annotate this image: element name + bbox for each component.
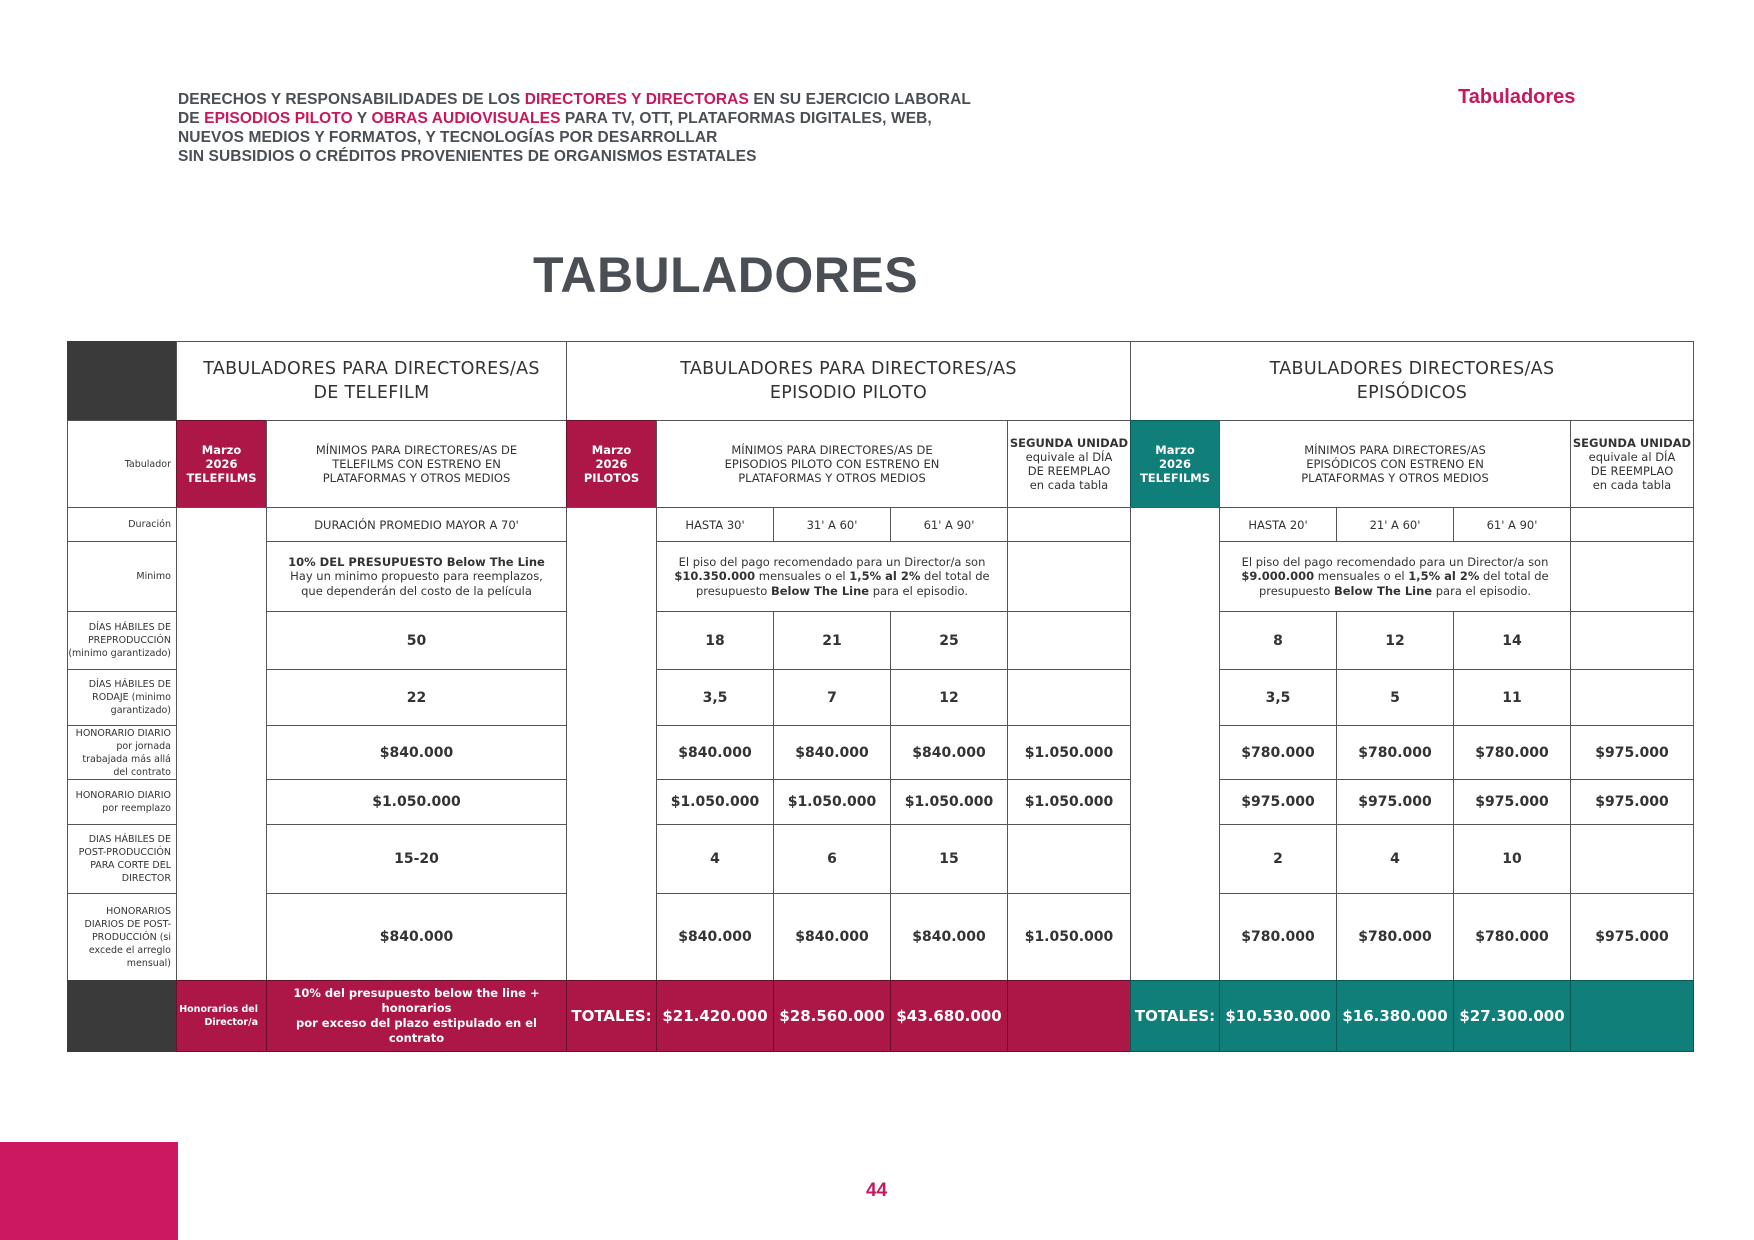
value-piloto: $1.050.000 <box>656 779 774 825</box>
duration-piloto: 61' A 90' <box>890 507 1008 542</box>
intro-line <box>178 90 971 109</box>
tag-piloto: Marzo 2026 PILOTOS <box>566 420 657 508</box>
value-piloto: 6 <box>773 824 891 894</box>
value-episodicos: $975.000 <box>1570 725 1694 780</box>
value-telefilm: $840.000 <box>266 725 567 780</box>
value-piloto: 3,5 <box>656 669 774 726</box>
page-number: 44 <box>866 1180 888 1201</box>
total-piloto: $28.560.000 <box>773 980 891 1052</box>
value-piloto: $1.050.000 <box>773 779 891 825</box>
tag-column-piloto <box>566 507 657 981</box>
row-label-duracion: Duración <box>67 507 177 542</box>
value-telefilm: 50 <box>266 611 567 670</box>
value-episodicos: $975.000 <box>1219 779 1337 825</box>
value-episodicos: $780.000 <box>1453 725 1571 780</box>
row-label-preprod: DÍAS HÁBILES DE PREPRODUCCIÓN (minimo garantizado) <box>67 611 177 670</box>
corner-block <box>67 341 177 421</box>
intro-text: Y <box>352 110 372 127</box>
duration-episodicos: 61' A 90' <box>1453 507 1571 542</box>
intro-text: DE <box>178 110 205 127</box>
duration-episodicos-segunda <box>1570 507 1694 542</box>
value-episodicos: 3,5 <box>1219 669 1337 726</box>
value-episodicos: 12 <box>1336 611 1454 670</box>
value-episodicos: $780.000 <box>1219 725 1337 780</box>
total-episodicos: $27.300.000 <box>1453 980 1571 1052</box>
totals-label-piloto: TOTALES: <box>566 980 657 1052</box>
decorative-corner-block <box>0 1142 178 1240</box>
minimo-piloto-segunda <box>1007 541 1131 612</box>
totals-label-telefilm: Honorarios del Director/a <box>176 980 267 1052</box>
value-episodicos: $975.000 <box>1570 893 1694 981</box>
value-episodicos: 5 <box>1336 669 1454 726</box>
duration-piloto: 31' A 60' <box>773 507 891 542</box>
value-episodicos: $975.000 <box>1336 779 1454 825</box>
value-episodicos: 11 <box>1453 669 1571 726</box>
value-telefilm: $1.050.000 <box>266 779 567 825</box>
duration-telefilm: DURACIÓN PROMEDIO MAYOR A 70' <box>266 507 567 542</box>
tag-telefilm: Marzo 2026 TELEFILMS <box>176 420 267 508</box>
row-label-rodaje: DÍAS HÁBILES DE RODAJE (minimo garantizado) <box>67 669 177 726</box>
value-piloto: $840.000 <box>656 725 774 780</box>
value-piloto <box>1007 824 1131 894</box>
value-piloto: $1.050.000 <box>1007 779 1131 825</box>
value-piloto: 15 <box>890 824 1008 894</box>
group-header-episodicos: TABULADORES DIRECTORES/AS EPISÓDICOS <box>1130 341 1694 421</box>
value-piloto: 12 <box>890 669 1008 726</box>
total-episodicos: $10.530.000 <box>1219 980 1337 1052</box>
value-piloto <box>1007 611 1131 670</box>
value-episodicos: $975.000 <box>1570 779 1694 825</box>
totals-note-telefilm: 10% del presupuesto below the line + honorarios por exceso del plazo estipulado en el contrato <box>266 980 567 1052</box>
value-episodicos: 10 <box>1453 824 1571 894</box>
total-piloto: $21.420.000 <box>656 980 774 1052</box>
highlighted-text: OBRAS AUDIOVISUALES <box>371 110 561 127</box>
intro-line <box>178 128 971 147</box>
subhead-piloto: MÍNIMOS PARA DIRECTORES/AS DE EPISODIOS PILOTO CON ESTRENO EN PLATAFORMAS Y OTROS MEDIOS <box>656 420 1008 508</box>
segunda-unidad-episodicos: SEGUNDA UNIDAD equivale al DÍA DE REEMPLAO en cada tabla <box>1570 420 1694 508</box>
value-piloto: $840.000 <box>773 725 891 780</box>
subhead-telefilm: MÍNIMOS PARA DIRECTORES/AS DE TELEFILMS CON ESTRENO EN PLATAFORMAS Y OTROS MEDIOS <box>266 420 567 508</box>
page-title: TABULADORES <box>533 247 919 303</box>
total-piloto: $43.680.000 <box>890 980 1008 1052</box>
tag-column-episodicos <box>1130 507 1220 981</box>
totals-label-episodicos: TOTALES: <box>1130 980 1220 1052</box>
intro-line <box>178 109 971 128</box>
total-episodicos: $16.380.000 <box>1336 980 1454 1052</box>
total-piloto <box>1007 980 1131 1052</box>
value-piloto: $840.000 <box>656 893 774 981</box>
value-piloto: $1.050.000 <box>1007 725 1131 780</box>
value-telefilm: 15-20 <box>266 824 567 894</box>
intro-line <box>178 147 971 166</box>
duration-episodicos: HASTA 20' <box>1219 507 1337 542</box>
value-piloto: $840.000 <box>890 893 1008 981</box>
value-piloto: 18 <box>656 611 774 670</box>
row-label-tabulador: Tabulador <box>67 420 177 508</box>
value-episodicos: $780.000 <box>1336 725 1454 780</box>
total-episodicos <box>1570 980 1694 1052</box>
minimo-piloto: El piso del pago recomendado para un Director/a son $10.350.000 mensuales o el 1,5% al 2% del total de presupuesto Below The Line para el episodio. <box>656 541 1008 612</box>
tag-column-telefilm <box>176 507 267 981</box>
subhead-episodicos: MÍNIMOS PARA DIRECTORES/AS EPISÓDICOS CON ESTRENO EN PLATAFORMAS Y OTROS MEDIOS <box>1219 420 1571 508</box>
intro-text: NUEVOS MEDIOS Y FORMATOS, Y TECNOLOGÍAS POR DESARROLLAR <box>178 129 718 146</box>
row-label-minimo: Minimo <box>67 541 177 612</box>
duration-piloto: HASTA 30' <box>656 507 774 542</box>
section-tag: Tabuladores <box>1458 86 1576 108</box>
minimo-episodicos-segunda <box>1570 541 1694 612</box>
row-label-hon_extra: HONORARIO DIARIO por jornada trabajada más allá del contrato <box>67 725 177 780</box>
value-piloto: $840.000 <box>773 893 891 981</box>
value-telefilm: 22 <box>266 669 567 726</box>
group-header-piloto: TABULADORES PARA DIRECTORES/AS EPISODIO PILOTO <box>566 341 1131 421</box>
document-intro <box>178 90 971 166</box>
minimo-telefilm: 10% DEL PRESUPUESTO Below The Line Hay un minimo propuesto para reemplazos, que dependerán del costo de la película <box>266 541 567 612</box>
value-episodicos: 8 <box>1219 611 1337 670</box>
intro-text: PARA TV, OTT, PLATAFORMAS DIGITALES, WEB, <box>560 110 932 127</box>
row-label-hon_reemplazo: HONORARIO DIARIO por reemplazo <box>67 779 177 825</box>
value-episodicos: $780.000 <box>1336 893 1454 981</box>
group-header-telefilm: TABULADORES PARA DIRECTORES/AS DE TELEFILM <box>176 341 567 421</box>
value-episodicos: $780.000 <box>1453 893 1571 981</box>
value-episodicos: $780.000 <box>1219 893 1337 981</box>
value-piloto: $1.050.000 <box>890 779 1008 825</box>
value-piloto: $1.050.000 <box>1007 893 1131 981</box>
value-piloto: 21 <box>773 611 891 670</box>
intro-text: SIN SUBSIDIOS O CRÉDITOS PROVENIENTES DE ORGANISMOS ESTATALES <box>178 148 757 165</box>
value-telefilm: $840.000 <box>266 893 567 981</box>
value-episodicos <box>1570 669 1694 726</box>
value-piloto: 4 <box>656 824 774 894</box>
value-piloto <box>1007 669 1131 726</box>
tag-episodicos: Marzo 2026 TELEFILMS <box>1130 420 1220 508</box>
value-episodicos: 4 <box>1336 824 1454 894</box>
minimo-episodicos: El piso del pago recomendado para un Director/a son $9.000.000 mensuales o el 1,5% al 2% del total de presupuesto Below The Line para el episodio. <box>1219 541 1571 612</box>
value-episodicos: 2 <box>1219 824 1337 894</box>
value-piloto: 7 <box>773 669 891 726</box>
value-episodicos <box>1570 611 1694 670</box>
highlighted-text: EPISODIOS PILOTO <box>204 110 353 127</box>
row-label-post_hon: HONORARIOS DIARIOS DE POST-PRODUCCIÓN (si excede el arreglo mensual) <box>67 893 177 981</box>
duration-episodicos: 21' A 60' <box>1336 507 1454 542</box>
intro-text: EN SU EJERCICIO LABORAL <box>748 91 971 108</box>
value-episodicos: 14 <box>1453 611 1571 670</box>
highlighted-text: DIRECTORES Y DIRECTORAS <box>524 91 749 108</box>
totals-corner <box>67 980 177 1052</box>
value-piloto: 25 <box>890 611 1008 670</box>
duration-piloto-segunda <box>1007 507 1131 542</box>
segunda-unidad-piloto: SEGUNDA UNIDAD equivale al DÍA DE REEMPLAO en cada tabla <box>1007 420 1131 508</box>
value-episodicos: $975.000 <box>1453 779 1571 825</box>
intro-text: DERECHOS Y RESPONSABILIDADES DE LOS <box>178 91 525 108</box>
value-episodicos <box>1570 824 1694 894</box>
row-label-post_dias: DIAS HÁBILES DE POST-PRODUCCIÓN PARA CORTE DEL DIRECTOR <box>67 824 177 894</box>
value-piloto: $840.000 <box>890 725 1008 780</box>
